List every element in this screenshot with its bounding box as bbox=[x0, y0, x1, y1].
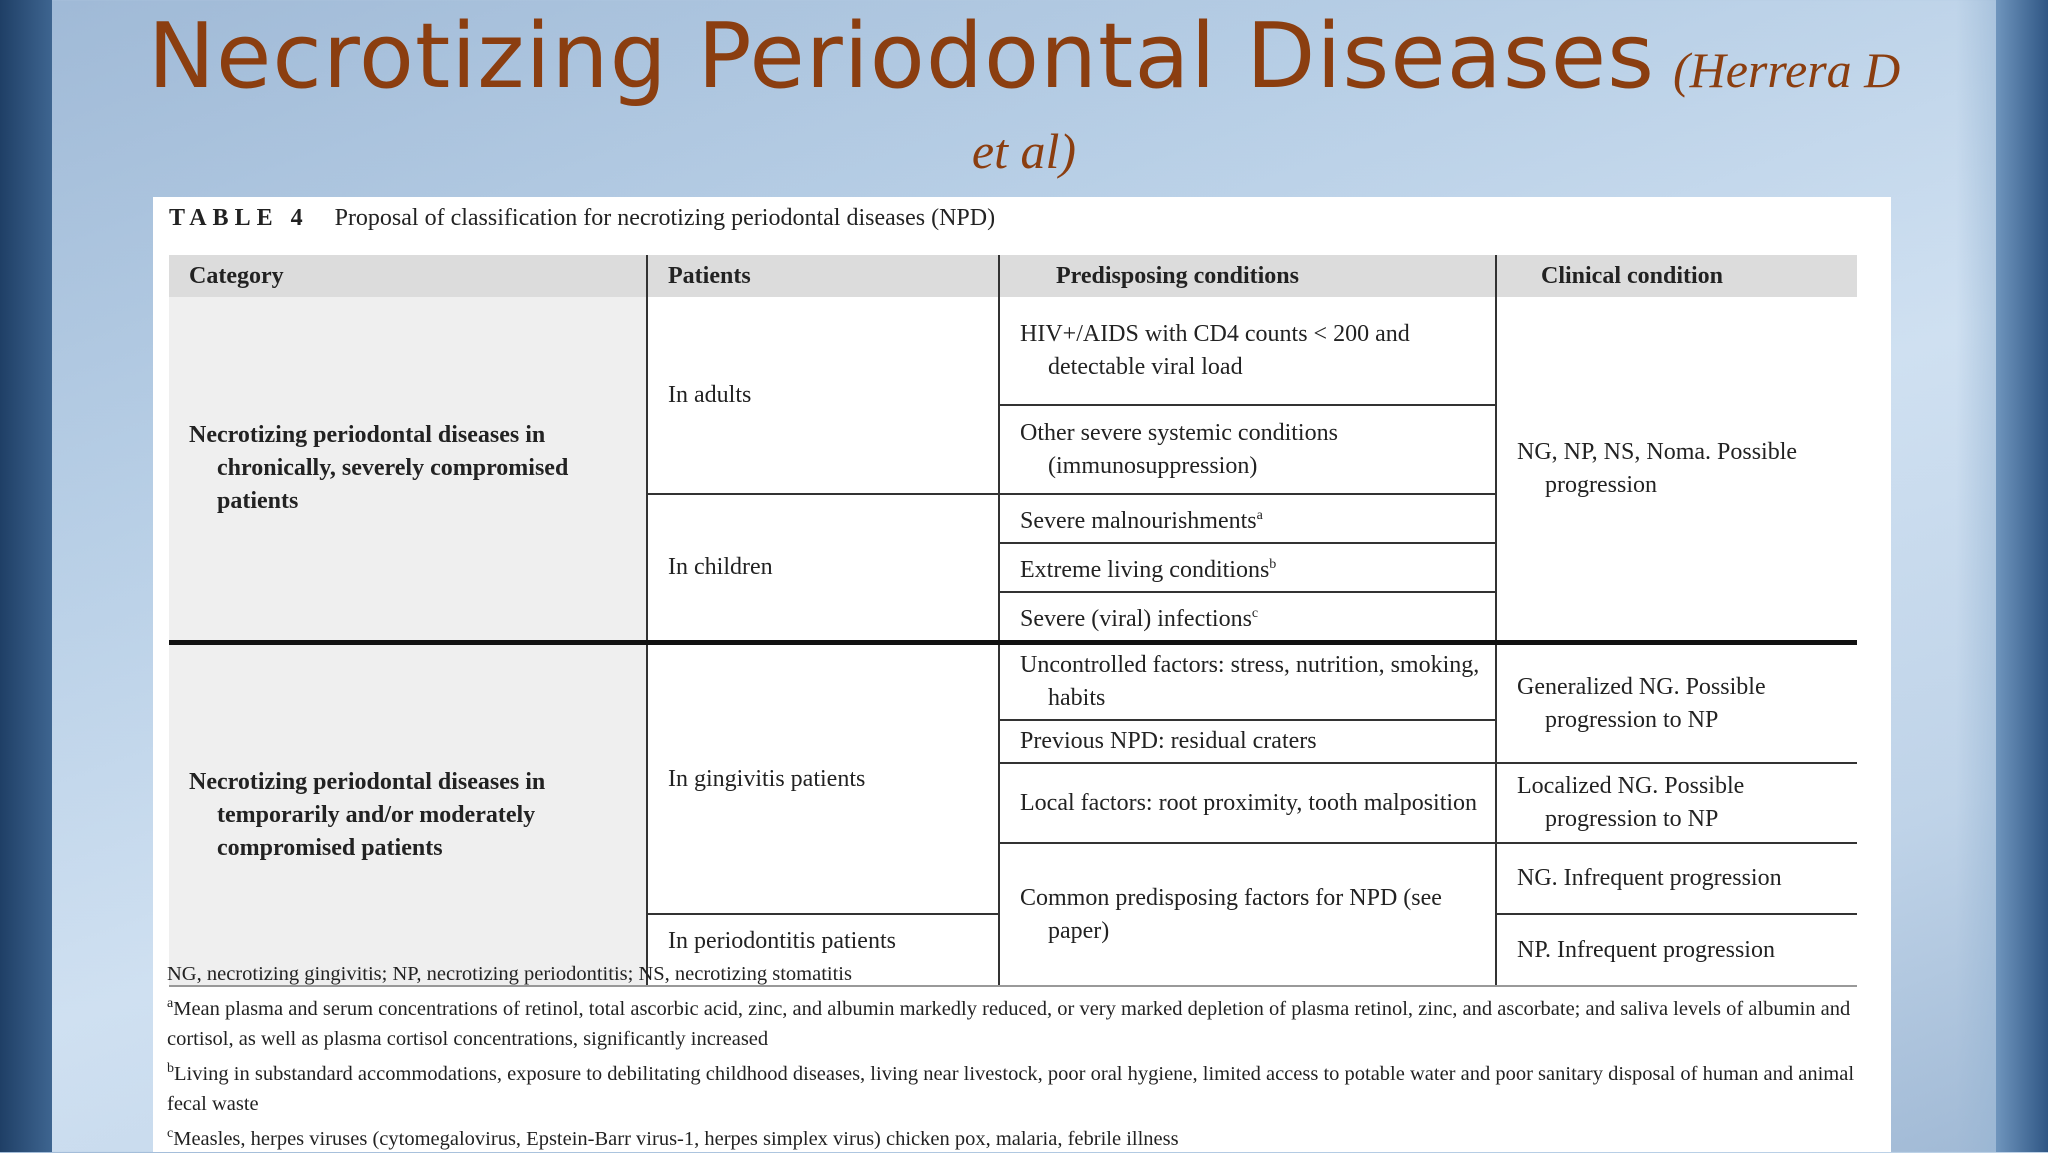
slide-title: Necrotizing Periodontal Diseases bbox=[147, 4, 1655, 109]
pred-other-cell bbox=[999, 405, 1496, 494]
patients-adults: In adults bbox=[668, 381, 752, 408]
table-caption bbox=[169, 205, 995, 232]
classification-table bbox=[169, 255, 1857, 987]
footnote-c-text: Measles, herpes viruses (cytomegalovirus, Epstein-Barr virus-1, herpes simplex virus) chicken pox, malaria, febrile illness bbox=[173, 1127, 1179, 1150]
table-caption-text: Proposal of classification for necrotizing periodontal diseases (NPD) bbox=[334, 205, 996, 231]
footnote-b-text: Living in substandard accommodations, exposure to debilitating childhood diseases, living near livestock, poor oral hygiene, limited access to potable water and poor sanitary disposal of human and animal fecal waste bbox=[167, 1062, 1855, 1115]
clinical-generalized: Generalized NG. Possible progression to NP bbox=[1517, 673, 1766, 733]
table-caption-label: TABLE 4 bbox=[169, 205, 309, 231]
pred-hiv-cell bbox=[999, 297, 1496, 405]
clinical-chronic: NG, NP, NS, Noma. Possible progression bbox=[1517, 438, 1798, 498]
footnote-abbreviations: NG, necrotizing gingivitis; NP, necrotizing periodontitis; NS, necrotizing stomatitis bbox=[167, 963, 852, 985]
clinical-localized: Localized NG. Possible progression to NP bbox=[1517, 773, 1745, 832]
patients-children-cell bbox=[647, 494, 999, 643]
patients-children: In children bbox=[668, 554, 773, 580]
footnote-mark-a: a bbox=[1256, 508, 1263, 523]
clinical-generalized-cell bbox=[1496, 643, 1857, 764]
pred-malnourish: Severe malnourishments bbox=[1020, 508, 1257, 534]
patients-gingivitis-cell bbox=[647, 643, 999, 915]
pred-common: Common predisposing factors for NPD (see paper) bbox=[1020, 884, 1442, 944]
category-chronic-cell bbox=[169, 297, 647, 643]
slide-title-line bbox=[60, 4, 1988, 109]
clinical-np-infrequent: NP. Infrequent progression bbox=[1517, 936, 1775, 963]
category-temporary: Necrotizing periodontal diseases in temporarily and/or moderately compromised patients bbox=[189, 768, 546, 861]
left-decorative-band bbox=[0, 0, 52, 1152]
pred-uncontrolled: Uncontrolled factors: stress, nutrition, smoking, habits bbox=[1020, 652, 1480, 711]
table-row bbox=[169, 297, 1857, 405]
pred-living-cell bbox=[999, 543, 1496, 592]
pred-local-cell bbox=[999, 763, 1496, 843]
clinical-chronic-cell bbox=[1496, 297, 1857, 643]
header-patients: Patients bbox=[647, 255, 999, 297]
table-row bbox=[169, 643, 1857, 721]
pred-previous-cell bbox=[999, 720, 1496, 763]
patients-adults-cell bbox=[647, 297, 999, 494]
header-category: Category bbox=[169, 255, 647, 297]
pred-local: Local factors: root proximity, tooth malposition bbox=[1020, 789, 1478, 816]
pred-previous: Previous NPD: residual craters bbox=[1020, 728, 1317, 754]
footnote-a-mark: a bbox=[167, 996, 174, 1011]
patients-gingivitis: In gingivitis patients bbox=[668, 765, 866, 792]
pred-infections-cell bbox=[999, 592, 1496, 643]
footnote-mark-c: c bbox=[1251, 606, 1259, 621]
category-temporary-cell bbox=[169, 643, 647, 987]
patients-periodontitis: In periodontitis patients bbox=[668, 928, 896, 954]
pred-uncontrolled-cell bbox=[999, 643, 1496, 721]
right-decorative-band bbox=[1996, 0, 2048, 1152]
pred-hiv: HIV+/AIDS with CD4 counts < 200 and detectable viral load bbox=[1020, 320, 1410, 380]
slide-citation-part1: (Herrera D bbox=[1672, 42, 1901, 98]
pred-infections: Severe (viral) infections bbox=[1020, 606, 1252, 632]
footnote-b bbox=[167, 1054, 1877, 1119]
clinical-localized-cell bbox=[1496, 763, 1857, 843]
table-header-row bbox=[169, 255, 1857, 297]
footnote-mark-b: b bbox=[1269, 557, 1277, 572]
footnote-c bbox=[167, 1119, 1877, 1153]
table-image-panel bbox=[153, 197, 1891, 1152]
pred-malnourish-cell bbox=[999, 494, 1496, 543]
header-predisposing: Predisposing conditions bbox=[999, 255, 1496, 297]
table-footnotes bbox=[167, 959, 1877, 1153]
clinical-ng-infrequent-cell bbox=[1496, 843, 1857, 914]
pred-living: Extreme living conditions bbox=[1020, 557, 1270, 583]
footnote-b-mark: b bbox=[167, 1060, 174, 1076]
slide-citation-part2: et al) bbox=[971, 123, 1077, 179]
slide-title-area bbox=[60, 0, 1988, 195]
footnote-a-text: Mean plasma and serum concentrations of retinol, total ascorbic acid, zinc, and albumin markedly reduced, or very marked depletion of plasma retinol, zinc, and ascorbate; and saliva levels of albumin and cortisol, as well as plasma cortisol concentrations, significantly increased bbox=[167, 997, 1851, 1050]
pred-other: Other severe systemic conditions (immunosuppression) bbox=[1020, 419, 1338, 479]
clinical-ng-infrequent: NG. Infrequent progression bbox=[1517, 865, 1782, 891]
header-clinical: Clinical condition bbox=[1496, 255, 1857, 297]
footnote-c-mark: c bbox=[167, 1125, 174, 1141]
footnote-a bbox=[167, 989, 1877, 1054]
category-chronic: Necrotizing periodontal diseases in chronically, severely compromised patients bbox=[189, 422, 569, 514]
